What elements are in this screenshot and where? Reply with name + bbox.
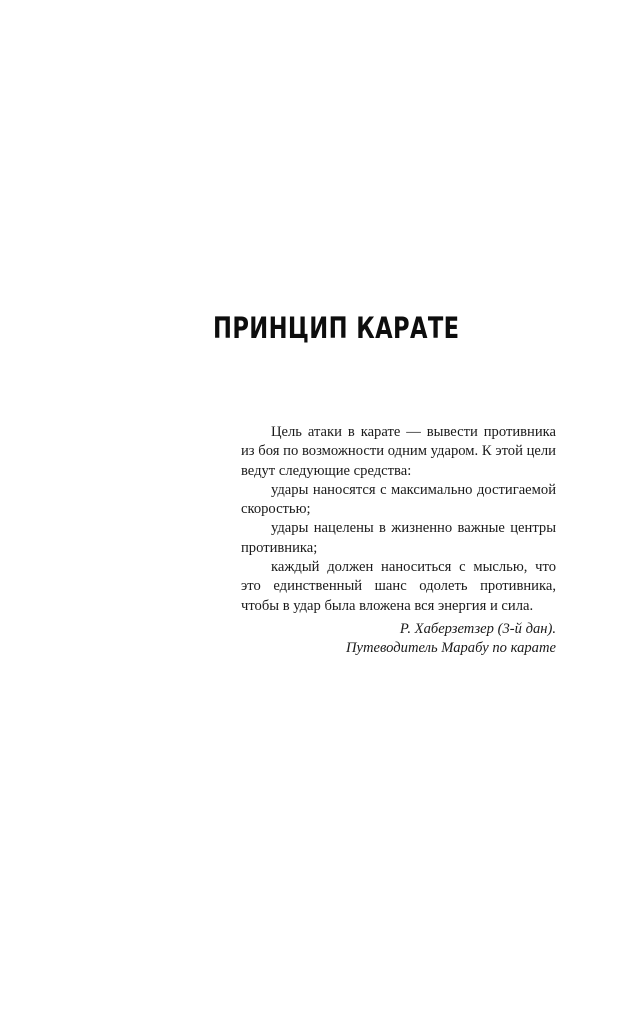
epigraph-paragraph-2: удары наносятся с максимально достигаемой скоростью; [241, 481, 556, 518]
epigraph-attribution [241, 620, 556, 659]
epigraph-paragraph-4: каждый должен наноситься с мыслью, что это единственный шанс одолеть противника, чтобы в удар была вложена вся энергия и сила. [241, 559, 556, 614]
epigraph-paragraph-1: Цель атаки в карате — вывести противника из боя по возможности одним ударом. К этой цели ведут следующие средства: [241, 424, 556, 479]
attribution-author: Р. Хаберзетзер (3-й дан). [399, 620, 556, 637]
chapter-title: ПРИНЦИП КАРАТЕ [213, 311, 460, 345]
epigraph [241, 423, 556, 659]
attribution-source: Путеводитель Марабу по карате [346, 640, 556, 657]
epigraph-paragraph-3: удары нацелены в жизненно важные центры противника; [241, 520, 556, 556]
